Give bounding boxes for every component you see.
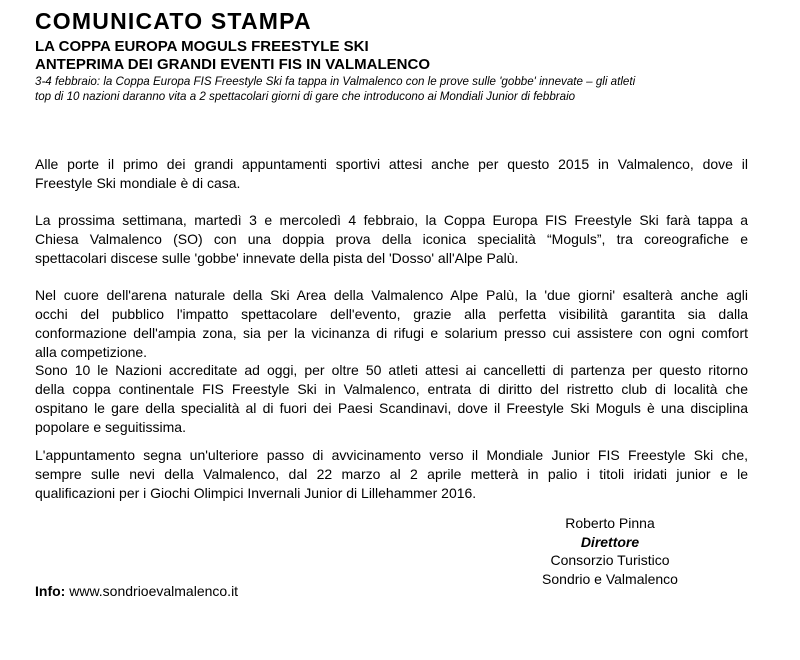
paragraph-venue (35, 286, 748, 362)
subtitle-event: LA COPPA EUROPA MOGULS FREESTYLE SKI (35, 38, 369, 55)
paragraph-line: Alle porte il primo dei grandi appuntamenti sportivi attesi anche per questo 2015 in Valmalenco, dove il (35, 156, 748, 172)
paragraph-intro (35, 155, 748, 193)
paragraph-nations (35, 361, 748, 437)
lead-line: top di 10 nazioni daranno vita a 2 spettacolari giorni di gare che introducono ai Mondiali Junior di febbraio (35, 90, 576, 103)
signatory-role: Direttore (580, 533, 640, 550)
paragraph-line: Chiesa Valmalenco (SO) con una doppia prova della iconica specialità “Moguls”, tra coreografiche e (35, 231, 748, 247)
paragraph-line: alla competizione. (35, 344, 148, 360)
paragraph-line: occhi del pubblico l'impatto spettacolare dell'evento, grazie alla perfetta visibilità garantita sia dalla (35, 306, 748, 322)
paragraph-junior-worlds (35, 446, 748, 503)
lead-summary (35, 74, 765, 104)
paragraph-line: della coppa continentale FIS Freestyle Ski in Valmalenco, entrata di diritto del ristretto club di località che (35, 381, 748, 397)
organization-line: Consorzio Turistico (550, 552, 670, 568)
organization-line: Sondrio e Valmalenco (542, 570, 678, 587)
paragraph-line: Nel cuore dell'arena naturale della Ski Area della Valmalenco Alpe Palù, la 'due giorni' esalterà anche agli (35, 287, 748, 303)
paragraph-line: ospitano le gare della specialità al di fuori dei Paesi Scandinavi, dove il Freestyle Ski Moguls è una disciplina (35, 400, 748, 416)
paragraph-line: conformazione dell'ampia zona, sia per la vicinanza di rifugi e solarium presso cui assistere con ogni comfort (35, 325, 748, 341)
info-line (35, 583, 238, 599)
website-link[interactable]: www.sondrioevalmalenco.it (69, 583, 239, 599)
paragraph-schedule (35, 211, 748, 268)
signatory-name: Roberto Pinna (565, 515, 655, 531)
paragraph-line: sempre sulle nevi della Valmalenco, dal 22 marzo al 2 aprile metterà in palio i titoli iridati junior e le (35, 466, 748, 482)
paragraph-line: La prossima settimana, martedì 3 e mercoledì 4 febbraio, la Coppa Europa FIS Freestyle Ski farà tappa a (35, 212, 748, 228)
paragraph-line: popolare e seguitissima. (35, 419, 186, 435)
lead-line: 3-4 febbraio: la Coppa Europa FIS Freestyle Ski fa tappa in Valmalenco con le prove sulle 'gobbe' innevate – gli atleti (35, 75, 636, 88)
paragraph-line: Freestyle Ski mondiale è di casa. (35, 175, 241, 191)
paragraph-line: Sono 10 le Nazioni accreditate ad oggi, per oltre 50 atleti attesi ai cancelletti di partenza per questo ritorno (35, 362, 748, 378)
subtitle-preview: ANTEPRIMA DEI GRANDI EVENTI FIS IN VALMALENCO (35, 56, 431, 73)
signature-block (510, 514, 710, 588)
paragraph-line: spettacolari discese sulle 'gobbe' innevate della pista del 'Dosso' all'Alpe Palù. (35, 250, 519, 266)
paragraph-line: qualificazioni per i Giochi Olimpici Invernali Junior di Lillehammer 2016. (35, 485, 477, 501)
page-title: COMUNICATO STAMPA (35, 8, 312, 34)
info-label: Info: (35, 583, 66, 599)
paragraph-line: L'appuntamento segna un'ulteriore passo di avvicinamento verso il Mondiale Junior FIS Freestyle Ski che, (35, 447, 748, 463)
